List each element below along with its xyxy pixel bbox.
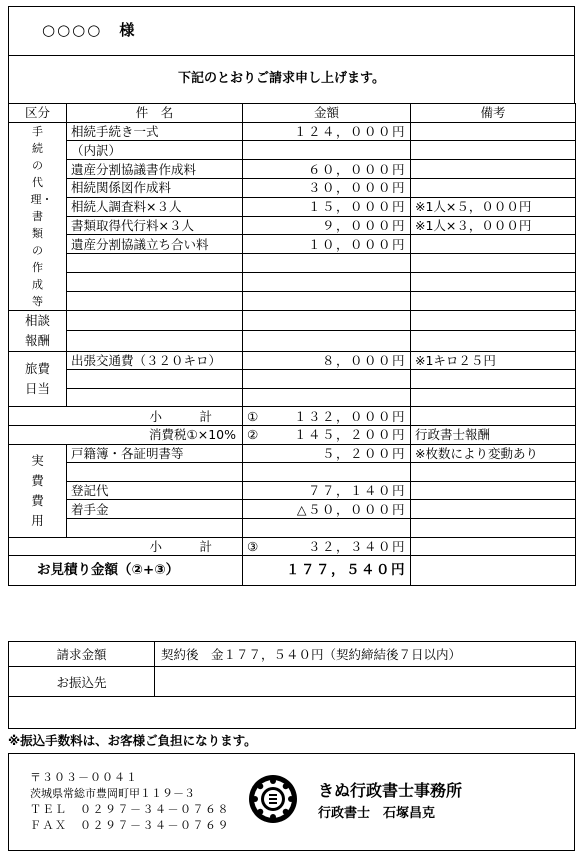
- table-cell: 相続関係図作成料: [67, 178, 243, 197]
- table-cell: [411, 463, 576, 482]
- office-person: 行政書士 石塚昌克: [318, 806, 436, 821]
- table-cell: ② １４５，２００円: [243, 425, 411, 444]
- table-cell: 相続手続き一式: [67, 122, 243, 141]
- table-row: [9, 500, 576, 519]
- table-cell: 出張交通費（３２０キロ）: [67, 351, 243, 370]
- table-cell: ※1人×５，０００円: [411, 197, 576, 216]
- table-cell: 小 計: [9, 537, 243, 556]
- col-remarks: 備考: [411, 104, 576, 123]
- table-cell: 遺産分割協議書作成料: [67, 160, 243, 179]
- table-cell: ５，２００円: [243, 444, 411, 463]
- office-name: きぬ行政書士事務所: [318, 781, 463, 800]
- table-row: [9, 235, 576, 254]
- table-cell: 遺産分割協議立ち合い料: [67, 235, 243, 254]
- table-row: [9, 481, 576, 500]
- table-cell: [411, 518, 576, 537]
- category-consultation: 相談報酬: [9, 310, 67, 351]
- table-cell: [243, 141, 411, 160]
- table-cell: [67, 370, 243, 389]
- category-actual: 実費費用: [9, 444, 67, 537]
- table-cell: ６０，０００円: [243, 160, 411, 179]
- table-cell: [411, 235, 576, 254]
- subtotal-row-1: [9, 407, 576, 426]
- table-cell: [411, 481, 576, 500]
- invoice-row: [9, 642, 576, 667]
- table-cell: [411, 141, 576, 160]
- table-cell: △５０，０００円: [243, 500, 411, 519]
- estimate-table: [8, 103, 576, 586]
- table-cell: [243, 388, 411, 407]
- col-category: 区分: [9, 104, 67, 123]
- office-fax: ＦＡＸ ０２９７－３４－０７６９: [30, 819, 230, 832]
- total-row: [9, 556, 576, 586]
- table-row: [9, 178, 576, 197]
- table-row: [9, 160, 576, 179]
- table-cell: [411, 254, 576, 273]
- office-emblem-icon: [247, 773, 299, 825]
- table-row: [9, 272, 576, 291]
- table-row: [9, 291, 576, 310]
- table-cell: ３０，０００円: [243, 178, 411, 197]
- table-cell: [243, 272, 411, 291]
- table-cell: 登記代: [67, 481, 243, 500]
- table-cell: 小 計: [9, 407, 243, 426]
- table-row: [9, 351, 576, 370]
- col-amount: 金額: [243, 104, 411, 123]
- table-cell: [411, 178, 576, 197]
- table-row: [9, 122, 576, 141]
- office-tel: ＴＥＬ ０２９７－３４－０７６８: [30, 803, 230, 816]
- table-cell: ８，０００円: [243, 351, 411, 370]
- table-cell: （内訳）: [67, 141, 243, 160]
- payment-table: [8, 641, 576, 729]
- table-row: [9, 444, 576, 463]
- category-procedures: 手続の代理・書類の作成等: [9, 122, 67, 310]
- table-cell: [411, 370, 576, 389]
- table-row: [9, 141, 576, 160]
- table-cell: [411, 160, 576, 179]
- table-cell: 書類取得代行料×３人: [67, 216, 243, 235]
- table-cell: [411, 407, 576, 426]
- table-cell: [411, 272, 576, 291]
- table-cell: [155, 697, 576, 729]
- table-cell: [411, 537, 576, 556]
- table-row: [9, 370, 576, 389]
- table-cell: １７７，５４０円: [243, 556, 411, 586]
- table-header-row: [9, 104, 576, 123]
- table-cell: [67, 272, 243, 291]
- table-cell: ① １３２，０００円: [243, 407, 411, 426]
- col-item: 件 名: [67, 104, 243, 123]
- table-cell: ③ ３２，３４０円: [243, 537, 411, 556]
- table-cell: [411, 291, 576, 310]
- office-address: 茨城県常総市豊岡町甲１１９－３: [30, 787, 195, 800]
- table-cell: [67, 291, 243, 310]
- table-cell: 消費税①×10%: [9, 425, 243, 444]
- blank-row: [9, 697, 576, 729]
- page-heading: 下記のとおりご請求申し上げます。: [178, 71, 385, 86]
- table-row: [9, 310, 576, 331]
- table-cell: [411, 388, 576, 407]
- table-row: [9, 518, 576, 537]
- table-cell: [411, 500, 576, 519]
- table-row: [9, 388, 576, 407]
- table-cell: ※1キロ２５円: [411, 351, 576, 370]
- table-row: [9, 254, 576, 273]
- table-cell: [411, 122, 576, 141]
- transfer-row: [9, 667, 576, 697]
- invoice-value: 契約後 金１７７，５４０円（契約締結後７日以内）: [155, 642, 576, 667]
- table-cell: 戸籍簿・各証明書等: [67, 444, 243, 463]
- table-cell: [243, 254, 411, 273]
- table-cell: [67, 463, 243, 482]
- table-row: [9, 197, 576, 216]
- table-cell: １２４，０００円: [243, 122, 411, 141]
- table-cell: [67, 254, 243, 273]
- table-cell: 着手金: [67, 500, 243, 519]
- table-cell: [9, 697, 155, 729]
- office-postal: 〒３０３－００４１: [30, 771, 138, 784]
- invoice-label: 請求金額: [9, 642, 155, 667]
- table-row: [9, 216, 576, 235]
- table-cell: [67, 388, 243, 407]
- category-travel: 旅費日当: [9, 351, 67, 407]
- table-cell: 行政書士報酬: [411, 425, 576, 444]
- table-row: [9, 463, 576, 482]
- subtotal-row-2: [9, 537, 576, 556]
- table-cell: [67, 331, 243, 352]
- fee-note: ※振込手数料は、お客様ご負担になります。: [8, 733, 257, 748]
- table-cell: [411, 310, 576, 331]
- table-cell: [411, 556, 576, 586]
- table-cell: 相続人調査料×３人: [67, 197, 243, 216]
- table-cell: ７７，１４０円: [243, 481, 411, 500]
- table-cell: ※1人×３，０００円: [411, 216, 576, 235]
- table-cell: [243, 291, 411, 310]
- table-cell: [243, 518, 411, 537]
- transfer-value: [155, 667, 576, 697]
- table-cell: お見積り金額（②+③）: [9, 556, 243, 586]
- table-cell: ９，０００円: [243, 216, 411, 235]
- table-cell: [243, 310, 411, 331]
- recipient-name: ○○○○ 様: [42, 21, 137, 39]
- table-cell: ※枚数により変動あり: [411, 444, 576, 463]
- tax-row: [9, 425, 576, 444]
- table-cell: [243, 331, 411, 352]
- table-cell: １５，０００円: [243, 197, 411, 216]
- table-row: [9, 331, 576, 352]
- table-cell: [411, 331, 576, 352]
- transfer-label: お振込先: [9, 667, 155, 697]
- table-cell: [67, 310, 243, 331]
- table-cell: [67, 518, 243, 537]
- table-cell: [243, 370, 411, 389]
- table-cell: [243, 463, 411, 482]
- table-cell: １０，０００円: [243, 235, 411, 254]
